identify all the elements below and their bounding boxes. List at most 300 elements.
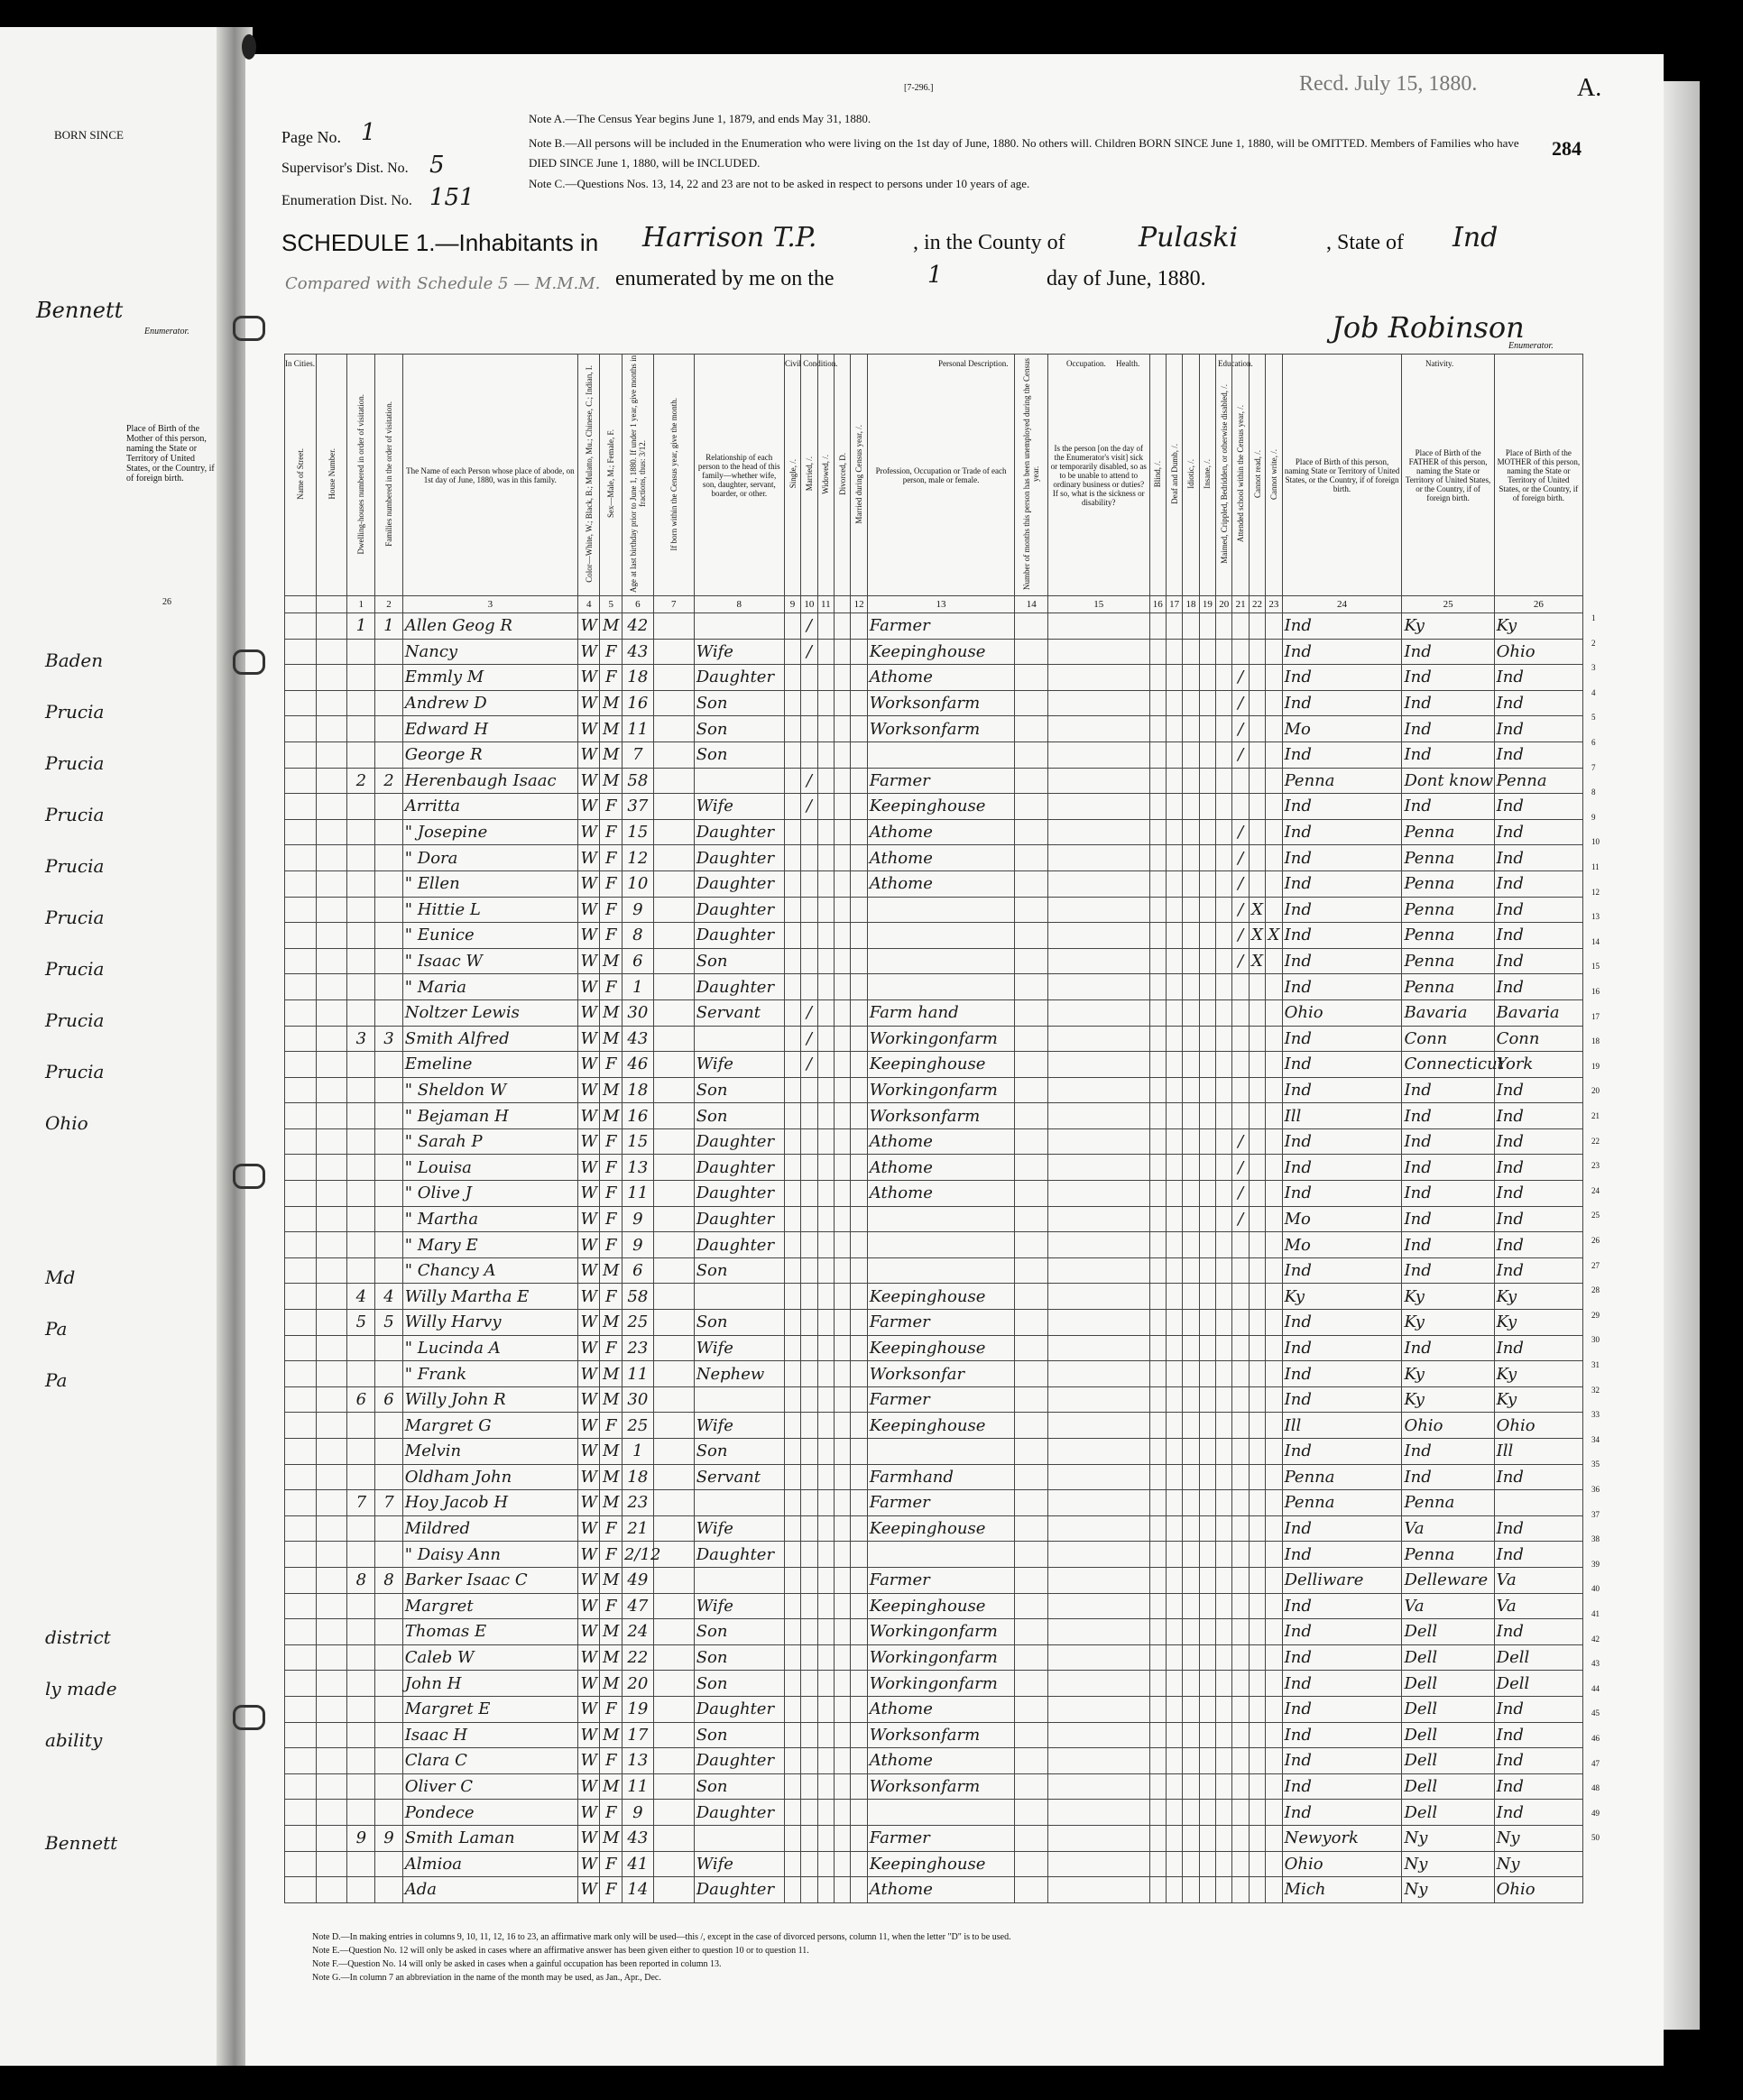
cell-school: /: [1232, 897, 1249, 923]
cell-single: [784, 1567, 800, 1593]
cell-occupation: [867, 897, 1015, 923]
column-number: 9: [784, 596, 800, 613]
cell-cannot-read: [1249, 1619, 1265, 1645]
compared-note: Compared with Schedule 5 — M.M.M.: [285, 274, 601, 293]
cell-idiotic: [1183, 1310, 1199, 1336]
cell-occupation: Workingonfarm: [867, 1077, 1015, 1103]
cell-married-year: [851, 1800, 867, 1826]
cell-married: [801, 1696, 817, 1722]
cell-sex: M: [600, 716, 622, 742]
cell-occupation: Athome: [867, 665, 1015, 691]
cell-cannot-write: X: [1266, 923, 1282, 949]
cell-maimed: [1216, 741, 1232, 768]
cell-house: [316, 1077, 347, 1103]
cell-insane: [1199, 897, 1215, 923]
cell-divorced: [835, 613, 851, 640]
row-number: 50: [1591, 1833, 1600, 1843]
cell-sex: M: [600, 1644, 622, 1671]
cell-relationship: Daughter: [694, 819, 784, 845]
cell-unemployed: [1015, 1644, 1048, 1671]
cell-birthplace: Mo: [1282, 1232, 1402, 1258]
cell-married: [801, 1128, 817, 1155]
cell-blind: [1149, 1128, 1166, 1155]
cell-family: [375, 716, 403, 742]
cell-birthplace: Ind: [1282, 1439, 1402, 1465]
cell-age: 11: [622, 1181, 653, 1207]
cell-sickness: [1048, 1696, 1149, 1722]
cell-family: [375, 819, 403, 845]
cell-widowed: [817, 948, 834, 974]
cell-birth-month: [653, 1619, 694, 1645]
cell-family: [375, 1335, 403, 1361]
cell-married-year: [851, 1464, 867, 1490]
cell-insane: [1199, 974, 1215, 1000]
row-number: 43: [1591, 1659, 1600, 1669]
cell-house: [316, 1413, 347, 1439]
cell-mother-birthplace: Ind: [1494, 1542, 1582, 1568]
cell-cannot-read: [1249, 1206, 1265, 1232]
cell-blind: [1149, 1490, 1166, 1516]
table-row: [285, 923, 1583, 949]
census-body: [285, 613, 1583, 1903]
cell-relationship: [694, 1567, 784, 1593]
cell-married: /: [801, 1052, 817, 1078]
cell-sex: F: [600, 1052, 622, 1078]
cell-maimed: [1216, 1464, 1232, 1490]
cell-father-birthplace: Ny: [1402, 1825, 1494, 1851]
cell-family: 8: [375, 1567, 403, 1593]
cell-mother-birthplace: Ky: [1494, 1386, 1582, 1413]
cell-deaf: [1166, 1877, 1182, 1903]
cell-occupation: Farmer: [867, 1490, 1015, 1516]
column-number: 8: [694, 596, 784, 613]
cell-relationship: Daughter: [694, 1696, 784, 1722]
cell-sickness: [1048, 1851, 1149, 1877]
table-row: [285, 1464, 1583, 1490]
col-head-divorced: Divorced, D.: [835, 355, 851, 596]
cell-insane: [1199, 1232, 1215, 1258]
cell-single: [784, 1542, 800, 1568]
left-entry: Bennett: [45, 1832, 118, 1854]
cell-house: [316, 1877, 347, 1903]
cell-dwelling: [347, 665, 375, 691]
cell-sickness: [1048, 1542, 1149, 1568]
cell-divorced: [835, 1257, 851, 1284]
cell-occupation: [867, 974, 1015, 1000]
cell-married: [801, 819, 817, 845]
cell-cannot-read: [1249, 1671, 1265, 1697]
cell-idiotic: [1183, 1851, 1199, 1877]
cell-age: 41: [622, 1851, 653, 1877]
cell-mother-birthplace: Ind: [1494, 1619, 1582, 1645]
cell-married-year: [851, 741, 867, 768]
col-head-insane: Insane, /.: [1199, 355, 1215, 596]
cell-age: 2/12: [622, 1542, 653, 1568]
cell-blind: [1149, 1567, 1166, 1593]
cell-widowed: [817, 1542, 834, 1568]
cell-insane: [1199, 1026, 1215, 1052]
cell-married: [801, 741, 817, 768]
cell-cannot-read: [1249, 1413, 1265, 1439]
date-label: day of June, 1880.: [1047, 267, 1206, 290]
cell-color: W: [577, 1439, 600, 1465]
cell-person-name: " Dora: [402, 845, 577, 871]
cell-maimed: [1216, 1386, 1232, 1413]
cell-sex: M: [600, 1490, 622, 1516]
cell-cannot-write: [1266, 1181, 1282, 1207]
cell-mother-birthplace: Penna: [1494, 768, 1582, 794]
cell-insane: [1199, 1052, 1215, 1078]
cell-married-year: [851, 1851, 867, 1877]
cell-divorced: [835, 1361, 851, 1387]
cell-blind: [1149, 1593, 1166, 1619]
cell-insane: [1199, 999, 1215, 1026]
cell-relationship: Daughter: [694, 1181, 784, 1207]
cell-married-year: [851, 1619, 867, 1645]
cell-sex: F: [600, 1748, 622, 1774]
cell-sex: M: [600, 1722, 622, 1748]
cell-age: 20: [622, 1671, 653, 1697]
cell-mother-birthplace: Ind: [1494, 1181, 1582, 1207]
cell-insane: [1199, 1413, 1215, 1439]
cell-mother-birthplace: Ind: [1494, 716, 1582, 742]
col-head-birth: Place of Birth of this person, naming State or Territory of United States, or the Country, if of foreign birth.: [1282, 355, 1402, 596]
table-row: [285, 1155, 1583, 1181]
cell-unemployed: [1015, 1284, 1048, 1310]
cell-divorced: [835, 948, 851, 974]
cell-relationship: Daughter: [694, 1748, 784, 1774]
cell-mother-birthplace: Ky: [1494, 1361, 1582, 1387]
cell-house: [316, 870, 347, 897]
cell-deaf: [1166, 1232, 1182, 1258]
cell-mother-birthplace: Ny: [1494, 1851, 1582, 1877]
cell-married-year: [851, 1515, 867, 1542]
cell-relationship: Daughter: [694, 923, 784, 949]
cell-married: [801, 1257, 817, 1284]
cell-cannot-write: [1266, 716, 1282, 742]
cell-cannot-read: [1249, 1310, 1265, 1336]
cell-widowed: [817, 897, 834, 923]
cell-mother-birthplace: Ind: [1494, 794, 1582, 820]
cell-idiotic: [1183, 1386, 1199, 1413]
cell-house: [316, 1257, 347, 1284]
cell-deaf: [1166, 897, 1182, 923]
cell-cannot-read: [1249, 870, 1265, 897]
row-number: 46: [1591, 1734, 1600, 1743]
cell-single: [784, 794, 800, 820]
cell-married: [801, 1671, 817, 1697]
cell-idiotic: [1183, 1593, 1199, 1619]
cell-sex: F: [600, 897, 622, 923]
cell-divorced: [835, 1748, 851, 1774]
cell-single: [784, 1206, 800, 1232]
cell-married: [801, 1542, 817, 1568]
cell-sickness: [1048, 1386, 1149, 1413]
cell-person-name: " Bejaman H: [402, 1103, 577, 1129]
cell-cannot-read: [1249, 613, 1265, 640]
cell-father-birthplace: Delleware: [1402, 1567, 1494, 1593]
cell-relationship: Wife: [694, 1413, 784, 1439]
col-head-married-year: Married during Census year, /.: [851, 355, 867, 596]
col-head-color: Color—White, W.; Black, B.; Mulatto, Mu.; Chinese, C.; Indian, I.: [577, 355, 600, 596]
cell-single: [784, 1722, 800, 1748]
cell-street: [285, 1284, 317, 1310]
column-number: 23: [1266, 596, 1282, 613]
cell-cannot-write: [1266, 1671, 1282, 1697]
cell-divorced: [835, 1722, 851, 1748]
left-column-number: 26: [162, 597, 171, 607]
cell-birthplace: Ind: [1282, 1619, 1402, 1645]
cell-street: [285, 741, 317, 768]
cell-relationship: Wife: [694, 794, 784, 820]
cell-maimed: [1216, 1310, 1232, 1336]
cell-sickness: [1048, 639, 1149, 665]
cell-relationship: Daughter: [694, 1542, 784, 1568]
cell-unemployed: [1015, 1026, 1048, 1052]
cell-blind: [1149, 1181, 1166, 1207]
cell-person-name: " Lucinda A: [402, 1335, 577, 1361]
cell-divorced: [835, 794, 851, 820]
cell-unemployed: [1015, 768, 1048, 794]
cell-house: [316, 999, 347, 1026]
cell-blind: [1149, 794, 1166, 820]
cell-cannot-write: [1266, 768, 1282, 794]
cell-age: 18: [622, 1077, 653, 1103]
cell-age: 9: [622, 1800, 653, 1826]
cell-father-birthplace: Dell: [1402, 1722, 1494, 1748]
cell-age: 1: [622, 974, 653, 1000]
cell-deaf: [1166, 1542, 1182, 1568]
cell-sickness: [1048, 1490, 1149, 1516]
cell-married: [801, 1464, 817, 1490]
cell-family: [375, 1773, 403, 1800]
cell-occupation: Keepinghouse: [867, 1413, 1015, 1439]
group-head-health: Health.: [1116, 359, 1140, 368]
cell-color: W: [577, 1773, 600, 1800]
cell-cannot-read: [1249, 819, 1265, 845]
cell-relationship: Son: [694, 741, 784, 768]
state: Ind: [1452, 222, 1499, 253]
cell-cannot-write: [1266, 613, 1282, 640]
cell-person-name: " Ellen: [402, 870, 577, 897]
cell-deaf: [1166, 1026, 1182, 1052]
cell-cannot-read: X: [1249, 897, 1265, 923]
cell-married-year: [851, 1335, 867, 1361]
cell-mother-birthplace: [1494, 1490, 1582, 1516]
cell-sickness: [1048, 819, 1149, 845]
state-label: , State of: [1326, 231, 1404, 254]
cell-single: [784, 974, 800, 1000]
column-number: 7: [653, 596, 694, 613]
col-head-month: If born within the Census year, give the month.: [653, 355, 694, 596]
cell-street: [285, 665, 317, 691]
cell-street: [285, 1026, 317, 1052]
cell-street: [285, 1800, 317, 1826]
cell-sex: F: [600, 1335, 622, 1361]
cell-divorced: [835, 1877, 851, 1903]
cell-house: [316, 1026, 347, 1052]
row-number: 25: [1591, 1211, 1600, 1220]
cell-widowed: [817, 794, 834, 820]
cell-birthplace: Delliware: [1282, 1567, 1402, 1593]
col-head-married: Married, /.: [801, 355, 817, 596]
cell-school: /: [1232, 1128, 1249, 1155]
cell-occupation: Athome: [867, 1181, 1015, 1207]
cell-mother-birthplace: Ohio: [1494, 1877, 1582, 1903]
cell-street: [285, 1619, 317, 1645]
cell-birth-month: [653, 870, 694, 897]
cell-unemployed: [1015, 741, 1048, 768]
cell-school: [1232, 1052, 1249, 1078]
cell-cannot-read: [1249, 1722, 1265, 1748]
row-number: 39: [1591, 1559, 1600, 1569]
cell-divorced: [835, 1464, 851, 1490]
cell-insane: [1199, 794, 1215, 820]
cell-relationship: Son: [694, 1077, 784, 1103]
row-number: 3: [1591, 663, 1596, 673]
cell-relationship: Wife: [694, 1052, 784, 1078]
cell-sex: F: [600, 1413, 622, 1439]
cell-widowed: [817, 1128, 834, 1155]
cell-married: [801, 1593, 817, 1619]
cell-age: 9: [622, 1206, 653, 1232]
cell-occupation: Farm hand: [867, 999, 1015, 1026]
cell-father-birthplace: Penna: [1402, 897, 1494, 923]
cell-cannot-write: [1266, 845, 1282, 871]
cell-street: [285, 794, 317, 820]
cell-sickness: [1048, 1773, 1149, 1800]
cell-sickness: [1048, 1671, 1149, 1697]
cell-cannot-write: [1266, 1128, 1282, 1155]
cell-insane: [1199, 1257, 1215, 1284]
cell-dwelling: [347, 1128, 375, 1155]
cell-unemployed: [1015, 1696, 1048, 1722]
cell-insane: [1199, 613, 1215, 640]
cell-cannot-read: [1249, 1593, 1265, 1619]
cell-sickness: [1048, 794, 1149, 820]
cell-cannot-read: X: [1249, 948, 1265, 974]
cell-sex: M: [600, 1077, 622, 1103]
cell-family: [375, 1439, 403, 1465]
cell-house: [316, 1800, 347, 1826]
cell-unemployed: [1015, 665, 1048, 691]
cell-cannot-read: [1249, 1800, 1265, 1826]
cell-deaf: [1166, 1413, 1182, 1439]
cell-married: [801, 1567, 817, 1593]
cell-color: W: [577, 974, 600, 1000]
cell-birthplace: Ind: [1282, 974, 1402, 1000]
cell-unemployed: [1015, 1825, 1048, 1851]
cell-birthplace: Ind: [1282, 1593, 1402, 1619]
cell-maimed: [1216, 1052, 1232, 1078]
row-number: 45: [1591, 1709, 1600, 1718]
cell-single: [784, 1696, 800, 1722]
cell-color: W: [577, 1464, 600, 1490]
cell-family: [375, 1361, 403, 1387]
table-row: [285, 1877, 1583, 1903]
cell-occupation: Athome: [867, 819, 1015, 845]
cell-color: W: [577, 639, 600, 665]
cell-street: [285, 1515, 317, 1542]
cell-cannot-write: [1266, 974, 1282, 1000]
cell-house: [316, 1128, 347, 1155]
cell-idiotic: [1183, 1284, 1199, 1310]
cell-maimed: [1216, 1077, 1232, 1103]
col-head-widowed: Widowed, /.: [817, 355, 834, 596]
cell-idiotic: [1183, 1515, 1199, 1542]
cell-sex: M: [600, 768, 622, 794]
cell-single: [784, 1464, 800, 1490]
row-number: 12: [1591, 887, 1600, 897]
cell-married: [801, 1439, 817, 1465]
cell-single: [784, 1644, 800, 1671]
cell-unemployed: [1015, 1155, 1048, 1181]
cell-relationship: Daughter: [694, 665, 784, 691]
row-number: 47: [1591, 1758, 1600, 1768]
cell-maimed: [1216, 1206, 1232, 1232]
cell-father-birthplace: Penna: [1402, 819, 1494, 845]
cell-relationship: [694, 1825, 784, 1851]
page-stamp: 284: [1552, 137, 1582, 160]
cell-birthplace: Ind: [1282, 1800, 1402, 1826]
cell-married: [801, 1155, 817, 1181]
cell-street: [285, 1567, 317, 1593]
cell-cannot-read: [1249, 768, 1265, 794]
cell-deaf: [1166, 741, 1182, 768]
cell-sex: M: [600, 1464, 622, 1490]
cell-sickness: [1048, 974, 1149, 1000]
table-row: [285, 1671, 1583, 1697]
cell-insane: [1199, 1593, 1215, 1619]
column-number: 3: [402, 596, 577, 613]
cell-father-birthplace: Ind: [1402, 741, 1494, 768]
cell-deaf: [1166, 1644, 1182, 1671]
cell-mother-birthplace: Conn: [1494, 1026, 1582, 1052]
cell-person-name: Herenbaugh Isaac: [402, 768, 577, 794]
table-row: [285, 1181, 1583, 1207]
schedule-label: SCHEDULE 1.—Inhabitants in: [281, 229, 599, 256]
cell-maimed: [1216, 923, 1232, 949]
cell-deaf: [1166, 1181, 1182, 1207]
cell-deaf: [1166, 974, 1182, 1000]
cell-house: [316, 665, 347, 691]
cell-unemployed: [1015, 1052, 1048, 1078]
cell-maimed: [1216, 1671, 1232, 1697]
cell-birthplace: Ind: [1282, 1696, 1402, 1722]
cell-sex: F: [600, 923, 622, 949]
cell-single: [784, 1026, 800, 1052]
cell-father-birthplace: Ind: [1402, 1155, 1494, 1181]
cell-widowed: [817, 1825, 834, 1851]
cell-single: [784, 1052, 800, 1078]
cell-relationship: Wife: [694, 1335, 784, 1361]
cell-person-name: Noltzer Lewis: [402, 999, 577, 1026]
cell-birth-month: [653, 974, 694, 1000]
cell-relationship: Daughter: [694, 1232, 784, 1258]
cell-occupation: Keepinghouse: [867, 639, 1015, 665]
cell-sex: M: [600, 1619, 622, 1645]
cell-street: [285, 1644, 317, 1671]
cell-relationship: [694, 1490, 784, 1516]
cell-house: [316, 741, 347, 768]
table-row: [285, 1567, 1583, 1593]
cell-house: [316, 1515, 347, 1542]
cell-unemployed: [1015, 974, 1048, 1000]
cell-married: [801, 690, 817, 716]
cell-birth-month: [653, 1696, 694, 1722]
cell-mother-birthplace: Ind: [1494, 923, 1582, 949]
cell-insane: [1199, 948, 1215, 974]
